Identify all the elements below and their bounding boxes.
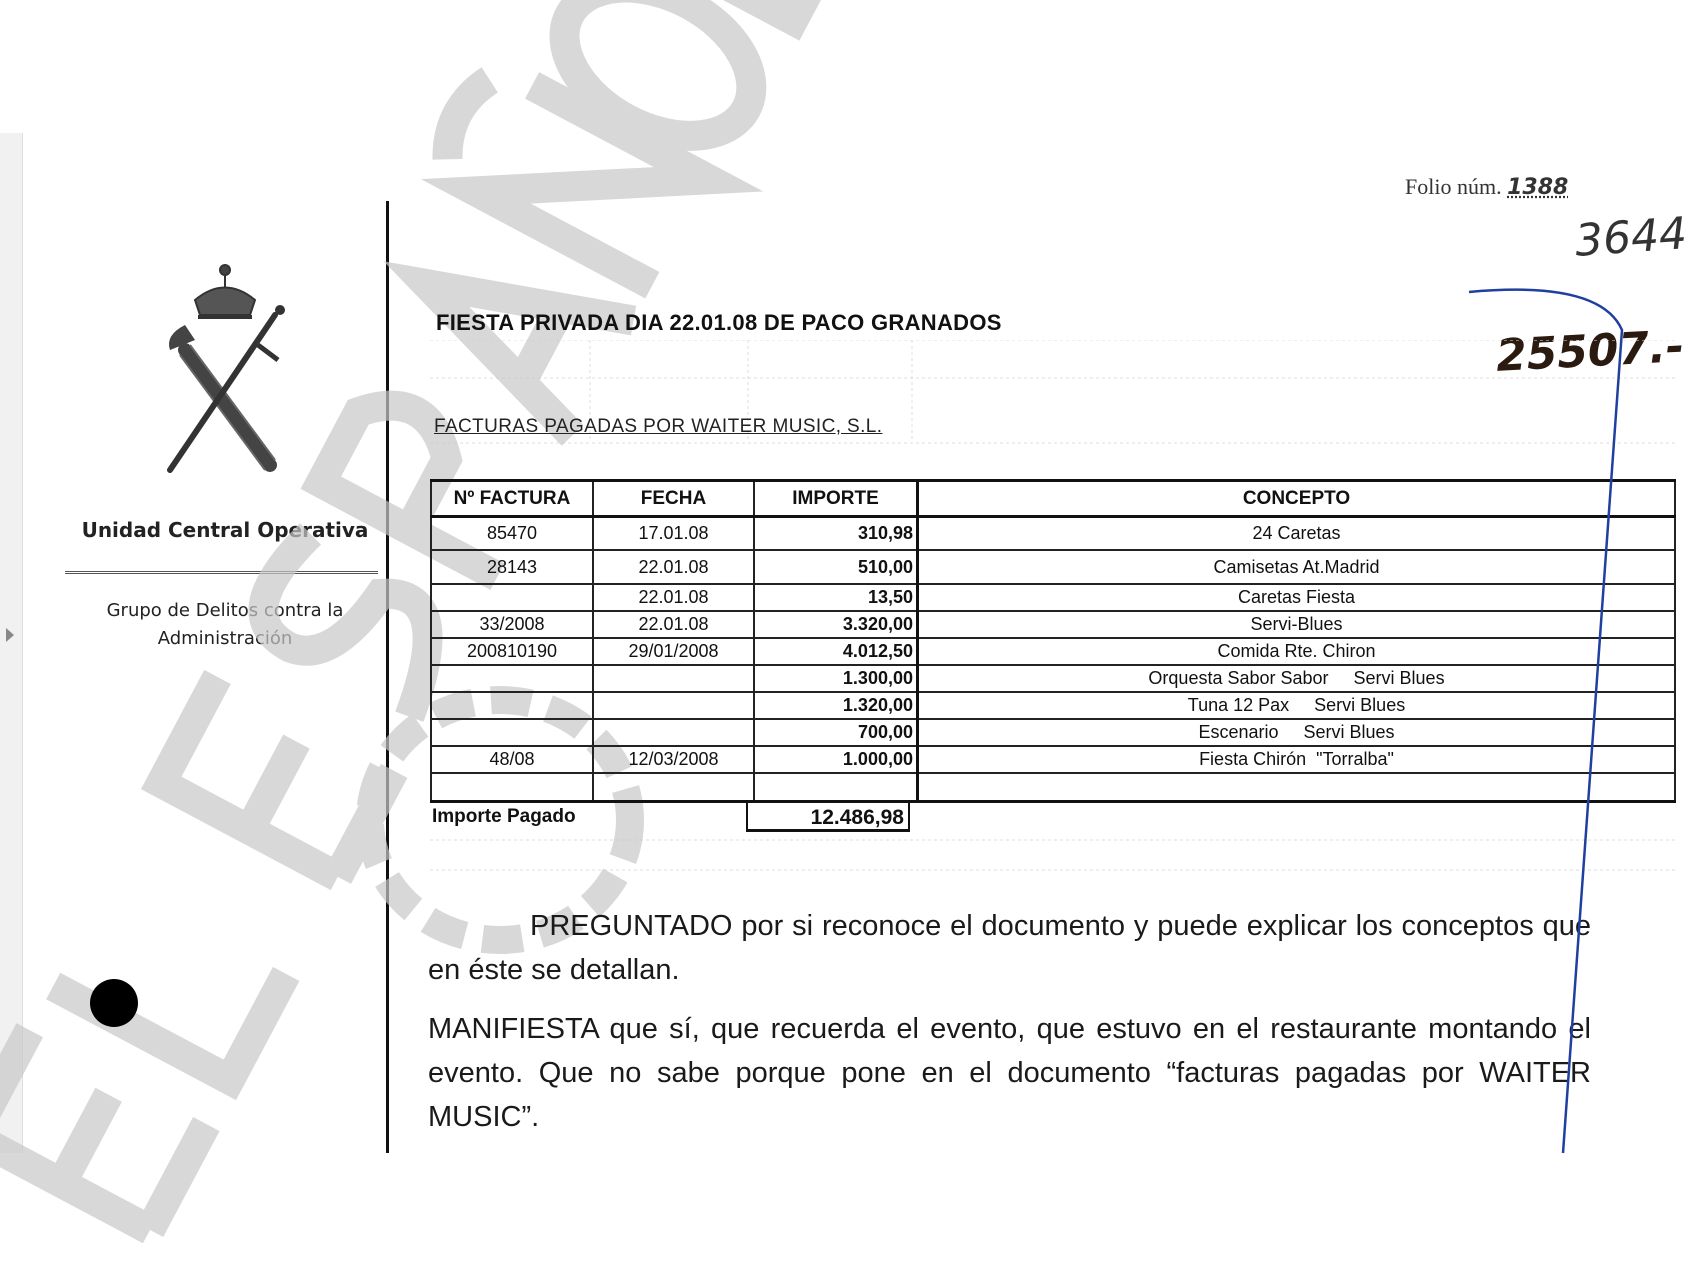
cell-date: 22.01.08 (593, 550, 754, 584)
cell-date (593, 665, 754, 692)
cell-amount: 700,00 (754, 719, 918, 746)
unit-name: Unidad Central Operativa (81, 518, 369, 542)
cell-concept: 24 Caretas (918, 517, 1676, 551)
col-header-amount: IMPORTE (754, 481, 918, 517)
cell-date: 12/03/2008 (593, 746, 754, 773)
table-row (431, 517, 1675, 551)
cell-invoice-number (431, 719, 593, 746)
col-header-date: FECHA (593, 481, 754, 517)
cell-amount: 1.300,00 (754, 665, 918, 692)
table-row (431, 719, 1675, 746)
cell-amount: 1.000,00 (754, 746, 918, 773)
cell-invoice-number (431, 584, 593, 611)
table-row (431, 611, 1675, 638)
handwritten-total: 25507.- (1494, 321, 1686, 382)
folio-label (1405, 174, 1568, 200)
cell-concept: Caretas Fiesta (918, 584, 1676, 611)
table-row (431, 550, 1675, 584)
cell-invoice-number: 85470 (431, 517, 593, 551)
cell-concept: Camisetas At.Madrid (918, 550, 1676, 584)
cell-date: 17.01.08 (593, 517, 754, 551)
table-row (431, 638, 1675, 665)
guardia-civil-emblem-logo (150, 255, 300, 480)
cell-amount (754, 773, 918, 802)
cell-concept: Comida Rte. Chiron (918, 638, 1676, 665)
cell-date (593, 719, 754, 746)
folio-label-text: Folio núm. (1405, 174, 1502, 199)
cell-concept (918, 773, 1676, 802)
cell-date: 22.01.08 (593, 611, 754, 638)
margin-rule (386, 201, 389, 1153)
left-sidebar-strip (0, 133, 23, 1153)
total-value: 12.486,98 (746, 800, 910, 832)
table-row (431, 584, 1675, 611)
cell-concept: Orquesta Sabor Sabor Servi Blues (918, 665, 1676, 692)
cell-invoice-number: 48/08 (431, 746, 593, 773)
cell-concept: Tuna 12 Pax Servi Blues (918, 692, 1676, 719)
paragraph-answer: MANIFIESTA que sí, que recuerda el evento, que estuvo en el restaurante montando el evento. Que no sabe porque pone en el documento “facturas pagadas por WAITER MUSIC”. (428, 1013, 1591, 1133)
cell-concept: Servi-Blues (918, 611, 1676, 638)
cell-invoice-number: 200810190 (431, 638, 593, 665)
cell-amount: 13,50 (754, 584, 918, 611)
table-row (431, 746, 1675, 773)
expand-arrow-icon[interactable] (6, 628, 14, 642)
paragraph-question: PREGUNTADO por si reconoce el documento y puede explicar los conceptos que en éste se detallan. (428, 910, 1591, 986)
invoices-table (430, 479, 1676, 803)
cell-invoice-number (431, 692, 593, 719)
cell-date (593, 692, 754, 719)
cell-invoice-number (431, 665, 593, 692)
cell-concept: Escenario Servi Blues (918, 719, 1676, 746)
cell-date (593, 773, 754, 802)
table-row (431, 665, 1675, 692)
cell-date: 29/01/2008 (593, 638, 754, 665)
cell-amount: 4.012,50 (754, 638, 918, 665)
document-subtitle: FACTURAS PAGADAS POR WAITER MUSIC, S.L. (434, 416, 883, 437)
table-row (431, 692, 1675, 719)
cell-date: 22.01.08 (593, 584, 754, 611)
divider (65, 571, 378, 574)
table-header-row (431, 481, 1675, 517)
table-row (431, 773, 1675, 802)
cell-amount: 3.320,00 (754, 611, 918, 638)
cell-concept: Fiesta Chirón "Torralba" (918, 746, 1676, 773)
col-header-invoice: Nº FACTURA (431, 481, 593, 517)
group-name: Grupo de Delitos contra la Administración (106, 600, 344, 649)
document-title: FIESTA PRIVADA DIA 22.01.08 DE PACO GRANADOS (436, 310, 1002, 335)
redaction-dot (90, 979, 138, 1027)
total-label: Importe Pagado (432, 806, 576, 827)
cell-invoice-number: 33/2008 (431, 611, 593, 638)
handwritten-page-number: 3644 (1573, 208, 1689, 267)
cell-amount: 1.320,00 (754, 692, 918, 719)
cell-invoice-number (431, 773, 593, 802)
col-header-concept: CONCEPTO (918, 481, 1676, 517)
cell-invoice-number: 28143 (431, 550, 593, 584)
cell-amount: 510,00 (754, 550, 918, 584)
folio-number: 1388 (1507, 175, 1569, 200)
cell-amount: 310,98 (754, 517, 918, 551)
